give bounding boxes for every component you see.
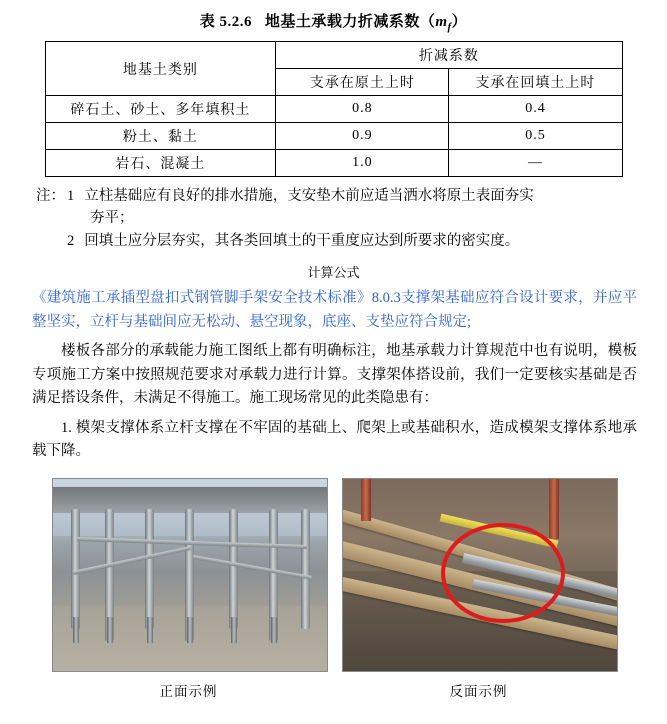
cell-backfill: 0.4: [449, 96, 622, 123]
cell-category: 碎石土、砂土、多年填积土: [45, 96, 276, 123]
cell-backfill: 0.5: [449, 123, 622, 150]
reduction-coefficient-table: [45, 41, 623, 177]
base-jack: [147, 617, 153, 643]
table-caption-suffix: ）: [451, 14, 468, 30]
base-jack: [73, 617, 79, 643]
cell-category: 粉土、黏土: [45, 123, 276, 150]
scaffold-brace: [192, 555, 311, 580]
cell-original: 0.9: [276, 123, 449, 150]
base-jack: [231, 617, 237, 643]
scaffold-brace: [72, 546, 190, 575]
cell-category: 岩石、混凝土: [45, 150, 276, 177]
header-soil-category: 地基土类别: [45, 42, 276, 96]
note-text: 立柱基础应有良好的排水措施，支安垫木前应适当洒水将原土表面夯实: [84, 188, 534, 204]
formula-label: 计算公式: [307, 265, 360, 281]
scaffold-post: [301, 509, 310, 629]
base-jack: [271, 617, 277, 643]
notes-label: 注：: [36, 188, 65, 204]
table-row: [45, 150, 622, 177]
header-backfill-soil: 支承在回填土上时: [449, 69, 622, 96]
table-header-row-1: [45, 42, 622, 69]
table-caption: [0, 10, 667, 33]
table-caption-number: 表 5.2.6: [199, 14, 253, 30]
figure-row: [0, 478, 667, 700]
red-steel-post: [361, 479, 371, 521]
cell-backfill: —: [449, 150, 622, 177]
table-row: [45, 96, 622, 123]
body-paragraph-2: 1. 模架支撑体系立杆支撑在不牢固的基础上、爬架上或基础积水，造成模架支撑体系地承载下降。: [32, 419, 637, 460]
cell-original: 1.0: [276, 150, 449, 177]
table-row: [45, 123, 622, 150]
table-caption-symbol-sub: f: [447, 21, 452, 33]
table-caption-symbol: m: [435, 14, 448, 30]
note-continuation: 夯平；: [90, 210, 134, 227]
header-reduction-group: 折减系数: [276, 42, 622, 69]
table-notes: [0, 185, 667, 252]
scaffold-post: [145, 509, 154, 629]
red-steel-post: [549, 479, 559, 539]
note-number: 2: [67, 232, 75, 249]
note-item: [36, 185, 631, 207]
base-jack: [107, 617, 113, 643]
figure-caption: 反面示例: [449, 683, 508, 699]
note-number: 1: [67, 188, 75, 204]
figure-reverse: [342, 478, 616, 700]
red-annotation-circle: [441, 523, 565, 623]
figure-front: [52, 478, 326, 700]
body-paragraph-1: 楼板各部分的承载能力施工图纸上都有明确标注，地基承载力计算规范中也有说明，模板专项施工方案中按照规范要求对承载力进行计算。支撑架体搭设前，我们一定要核实基础是否满足搭设条件，未满足不得施工。施工现场常见的此类隐患有：: [32, 343, 637, 407]
front-example-photo: [52, 478, 328, 672]
note-item: [36, 230, 631, 252]
table-caption-text: 地基土承载力折减系数（: [264, 14, 436, 30]
standard-reference-paragraph: 《建筑施工承插型盘扣式钢管脚手架安全技术标准》8.0.3支撑架基础应符合设计要求，并应平整坚实，立杆与基础间应无松动、悬空现象，底座、支垫应符合规定;: [32, 290, 637, 330]
header-original-soil: 支承在原土上时: [276, 69, 449, 96]
note-text: 回填土应分层夯实，其各类回填土的干重度应达到所要求的密实度。: [84, 232, 520, 249]
document-page: [0, 10, 667, 700]
base-jack: [187, 617, 193, 643]
figure-caption: 正面示例: [159, 683, 218, 699]
cell-original: 0.8: [276, 96, 449, 123]
reverse-example-photo: [342, 478, 618, 672]
scaffold-post: [229, 509, 238, 629]
